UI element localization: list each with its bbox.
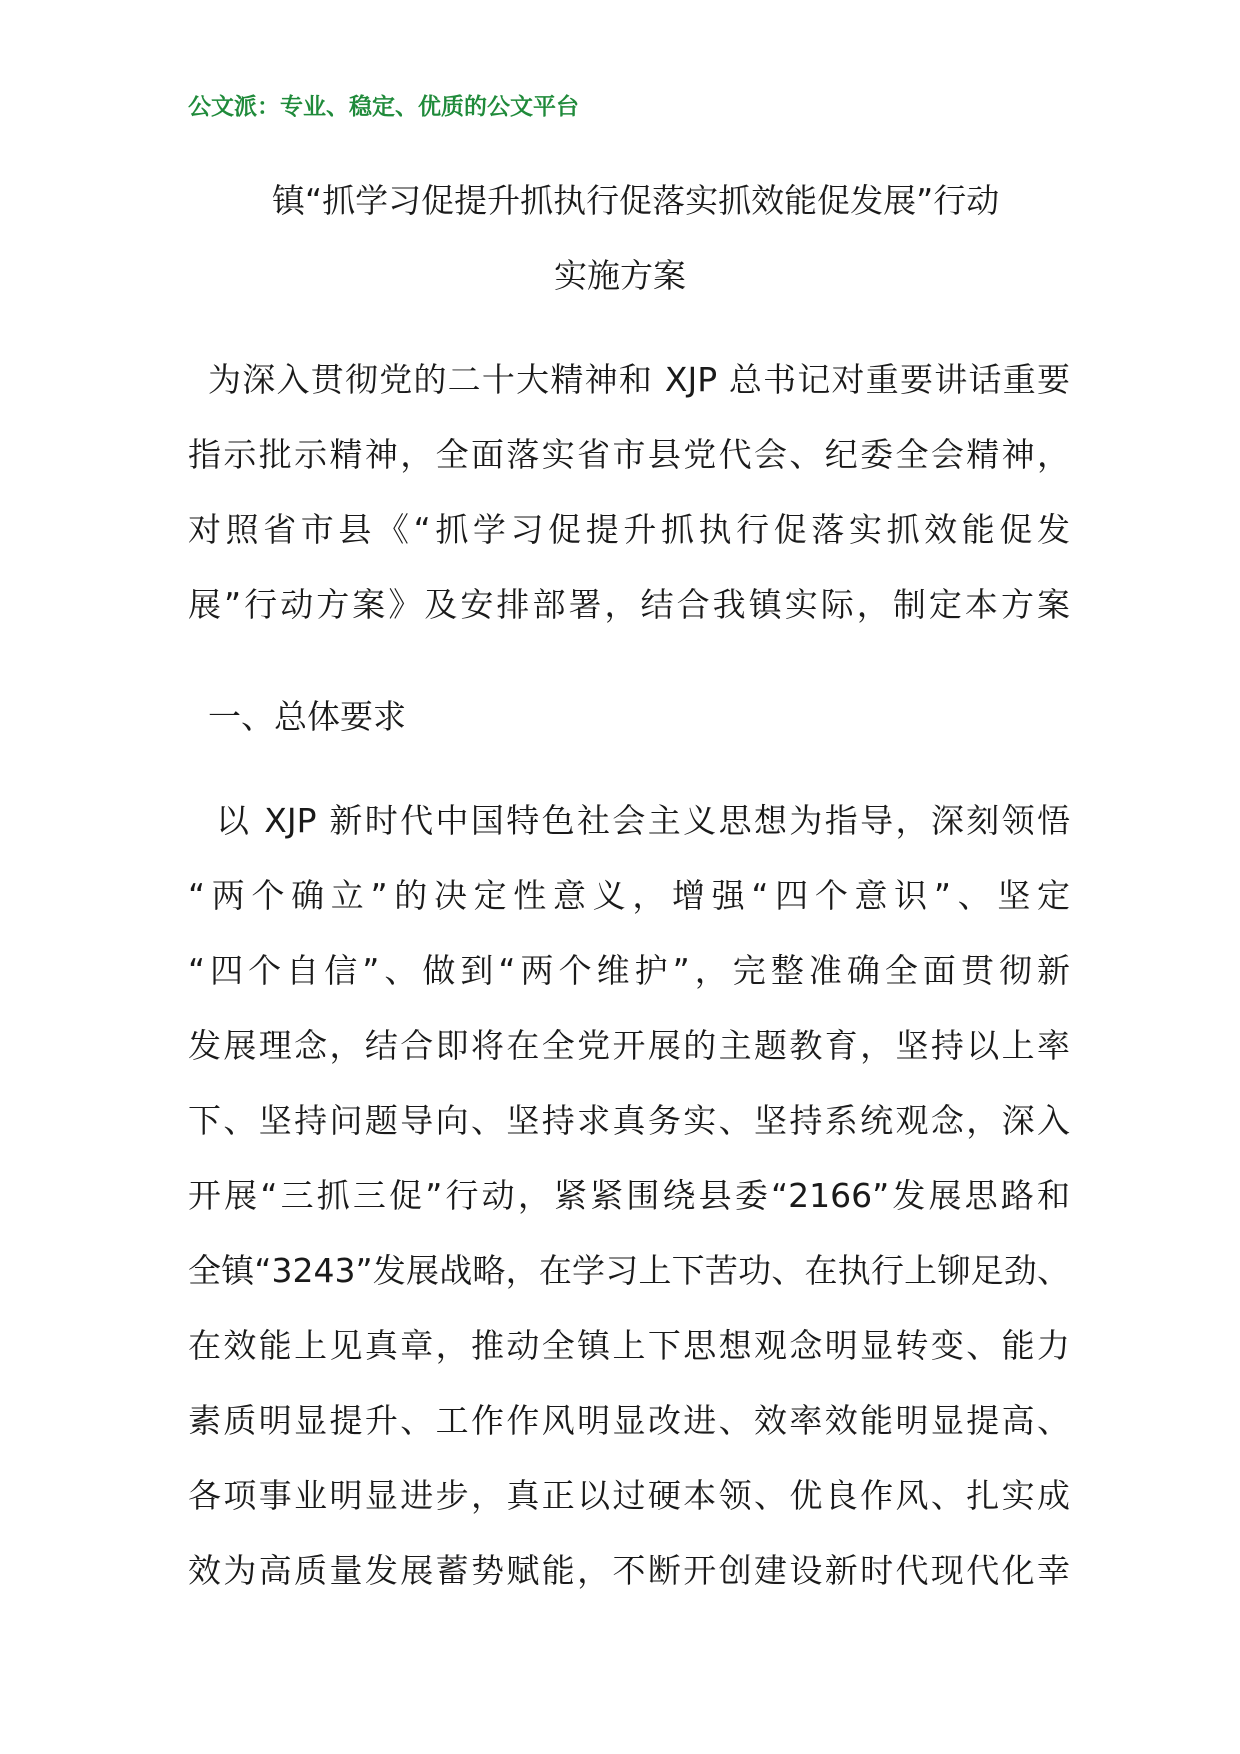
intro-paragraph — [188, 342, 1070, 642]
document-title-line-2: 实施方案 — [554, 256, 686, 295]
section-paragraph — [188, 783, 1070, 1608]
paragraph-line: 为深入贯彻党的二十大精神和 XJP 总书记对重要讲话重要 — [208, 360, 1070, 399]
paragraph-line: 素质明显提升、工作作风明显改进、效率效能明显提高、 — [188, 1401, 1070, 1440]
header-banner: 公文派：专业、稳定、优质的公文平台 — [188, 93, 579, 120]
paragraph-line: 下、坚持问题导向、坚持求真务实、坚持系统观念，深入 — [188, 1101, 1070, 1140]
paragraph-line: 开展“三抓三促”行动，紧紧围绕县委“2166”发展思路和 — [188, 1176, 1070, 1215]
paragraph-line: 以 XJP 新时代中国特色社会主义思想为指导，深刻领悟 — [216, 801, 1070, 840]
document-title-line-1: 镇“抓学习促提升抓执行促落实抓效能促发展”行动 — [272, 181, 1000, 220]
paragraph-line: 效为高质量发展蓄势赋能，不断开创建设新时代现代化幸 — [188, 1551, 1070, 1590]
paragraph-line: 对照省市县《“抓学习促提升抓执行促落实抓效能促发 — [188, 510, 1070, 549]
paragraph-line: 在效能上见真章，推动全镇上下思想观念明显转变、能力 — [188, 1326, 1070, 1365]
paragraph-line: 各项事业明显进步，真正以过硬本领、优良作风、扎实成 — [188, 1476, 1070, 1515]
paragraph-line: 全镇“3243”发展战略，在学习上下苦功、在执行上铆足劲、 — [188, 1251, 1070, 1290]
paragraph-line: 发展理念，结合即将在全党开展的主题教育，坚持以上率 — [188, 1026, 1070, 1065]
paragraph-line: “四个自信”、做到“两个维护”，完整准确全面贯彻新 — [188, 951, 1070, 990]
paragraph-line: 指示批示精神，全面落实省市县党代会、纪委全会精神， — [188, 435, 1070, 474]
paragraph-line: “两个确立”的决定性意义，增强“四个意识”、坚定 — [188, 876, 1070, 915]
section-heading: 一、总体要求 — [208, 697, 406, 736]
paragraph-line: 展”行动方案》及安排部署，结合我镇实际，制定本方案 — [188, 585, 1070, 624]
